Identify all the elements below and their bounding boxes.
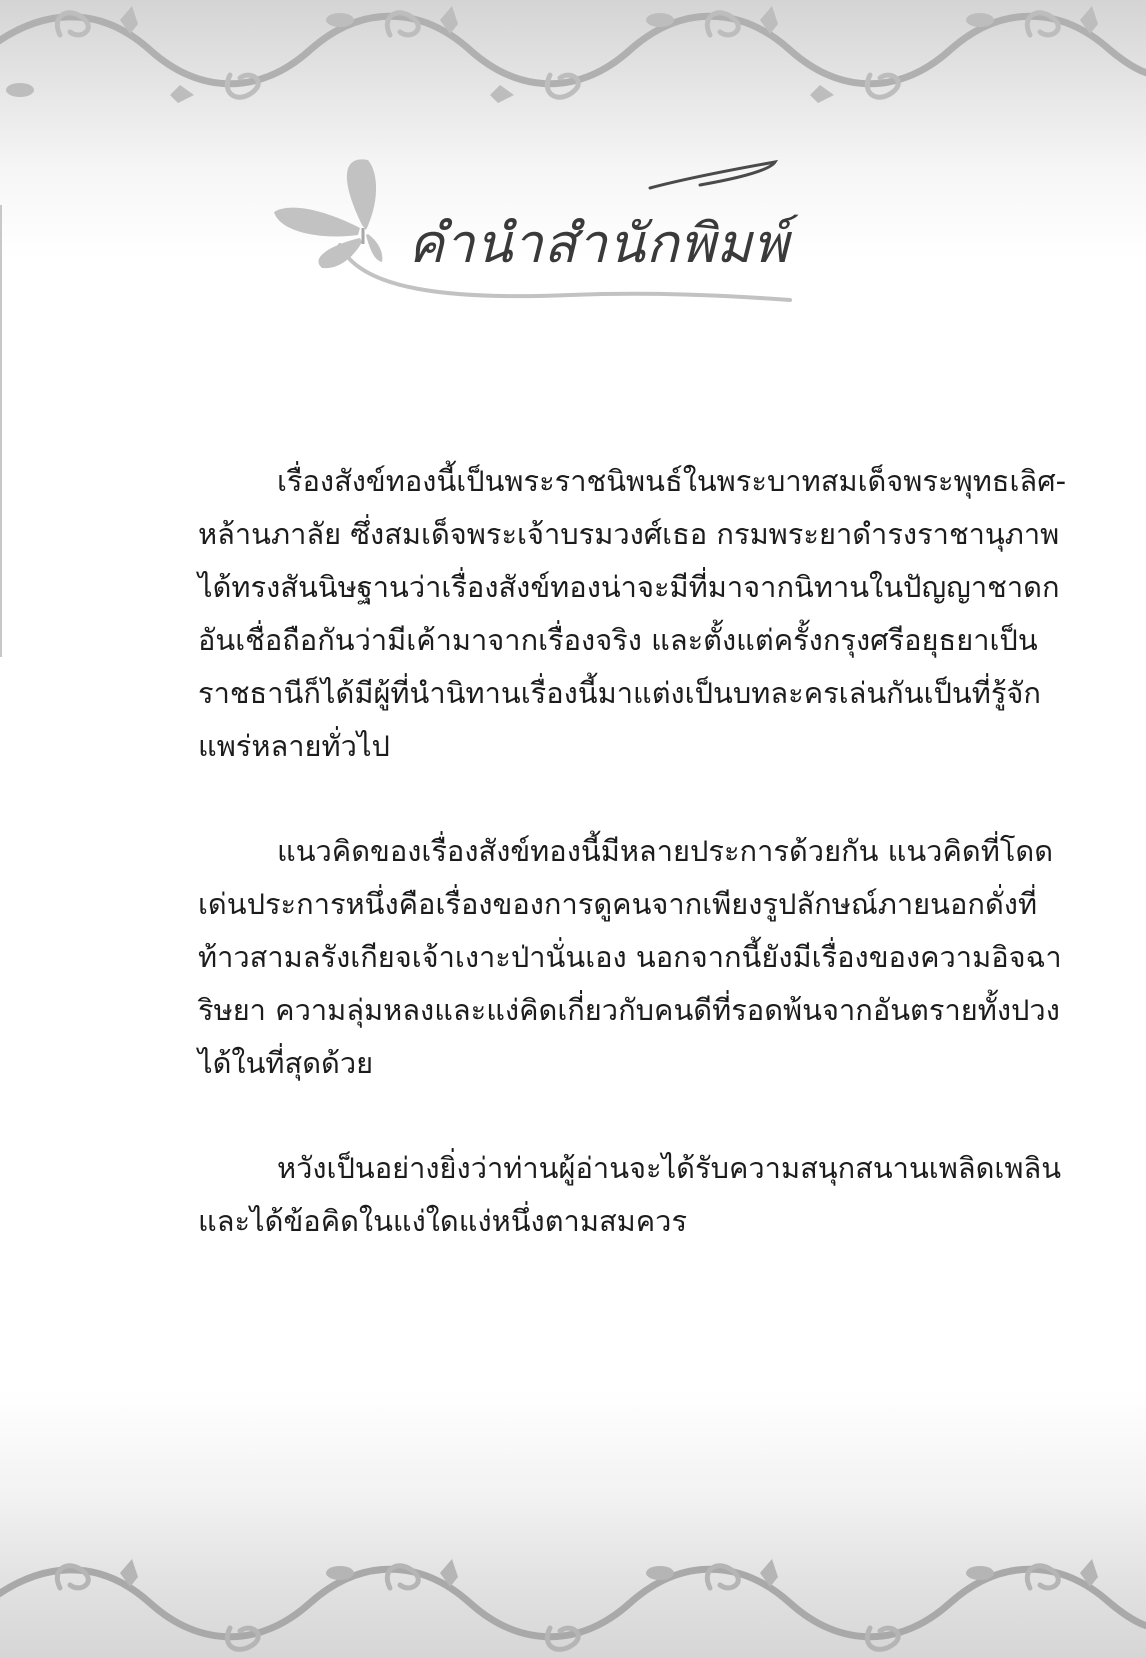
title-block (270, 140, 830, 330)
paragraph-line: ราชธานีก็ได้มีผู้ที่นำนิทานเรื่องนี้มาแต่งเป็นบทละครเล่นกันเป็นที่รู้จัก (198, 676, 1041, 710)
foreword-body (198, 455, 1067, 1300)
paragraph-line: เด่นประการหนึ่งคือเรื่องของการดูคนจากเพียงรูปลักษณ์ภายนอกดั่งที่ (198, 887, 1038, 921)
top-floral-border (0, 0, 1146, 110)
paragraph-1 (198, 455, 1067, 773)
paragraph-line: หวังเป็นอย่างยิ่งว่าท่านผู้อ่านจะได้รับความสนุกสนานเพลิดเพลิน (277, 1151, 1062, 1185)
paragraph-line: ริษยา ความลุ่มหลงและแง่คิดเกี่ยวกับคนดีที่รอดพ้นจากอันตรายทั้งปวง (198, 993, 1060, 1027)
paragraph-line: แพร่หลายทั่วไป (198, 729, 390, 763)
paragraph-line: แนวคิดของเรื่องสังข์ทองนี้มีหลายประการด้วยกัน แนวคิดที่โดด (277, 834, 1054, 868)
paragraph-2 (198, 825, 1062, 1090)
paragraph-line: อันเชื่อถือกันว่ามีเค้ามาจากเรื่องจริง และตั้งแต่ครั้งกรุงศรีอยุธยาเป็น (198, 623, 1038, 657)
paragraph-line: และได้ข้อคิดในแง่ใดแง่หนึ่งตามสมควร (198, 1204, 688, 1238)
paragraph-line: เรื่องสังข์ทองนี้เป็นพระราชนิพนธ์ในพระบาทสมเด็จพระพุทธเลิศ- (277, 464, 1067, 498)
left-margin-rule (0, 205, 2, 657)
paragraph-line: ท้าวสามลรังเกียจเจ้าเงาะป่านั่นเอง นอกจากนี้ยังมีเรื่องของความอิจฉา (198, 940, 1062, 974)
paragraph-3 (198, 1142, 1062, 1248)
paragraph-line: หล้านภาลัย ซึ่งสมเด็จพระเจ้าบรมวงศ์เธอ กรมพระยาดำรงราชานุภาพ (198, 517, 1060, 551)
paragraph-line: ได้ในที่สุดด้วย (198, 1046, 374, 1080)
paragraph-line: ได้ทรงสันนิษฐานว่าเรื่องสังข์ทองน่าจะมีที่มาจากนิทานในปัญญาชาดก (198, 570, 1060, 604)
bottom-floral-border (0, 1548, 1146, 1658)
page-title: คำนำสำนักพิมพ์ (408, 212, 790, 275)
butterfly-icon (274, 159, 382, 268)
